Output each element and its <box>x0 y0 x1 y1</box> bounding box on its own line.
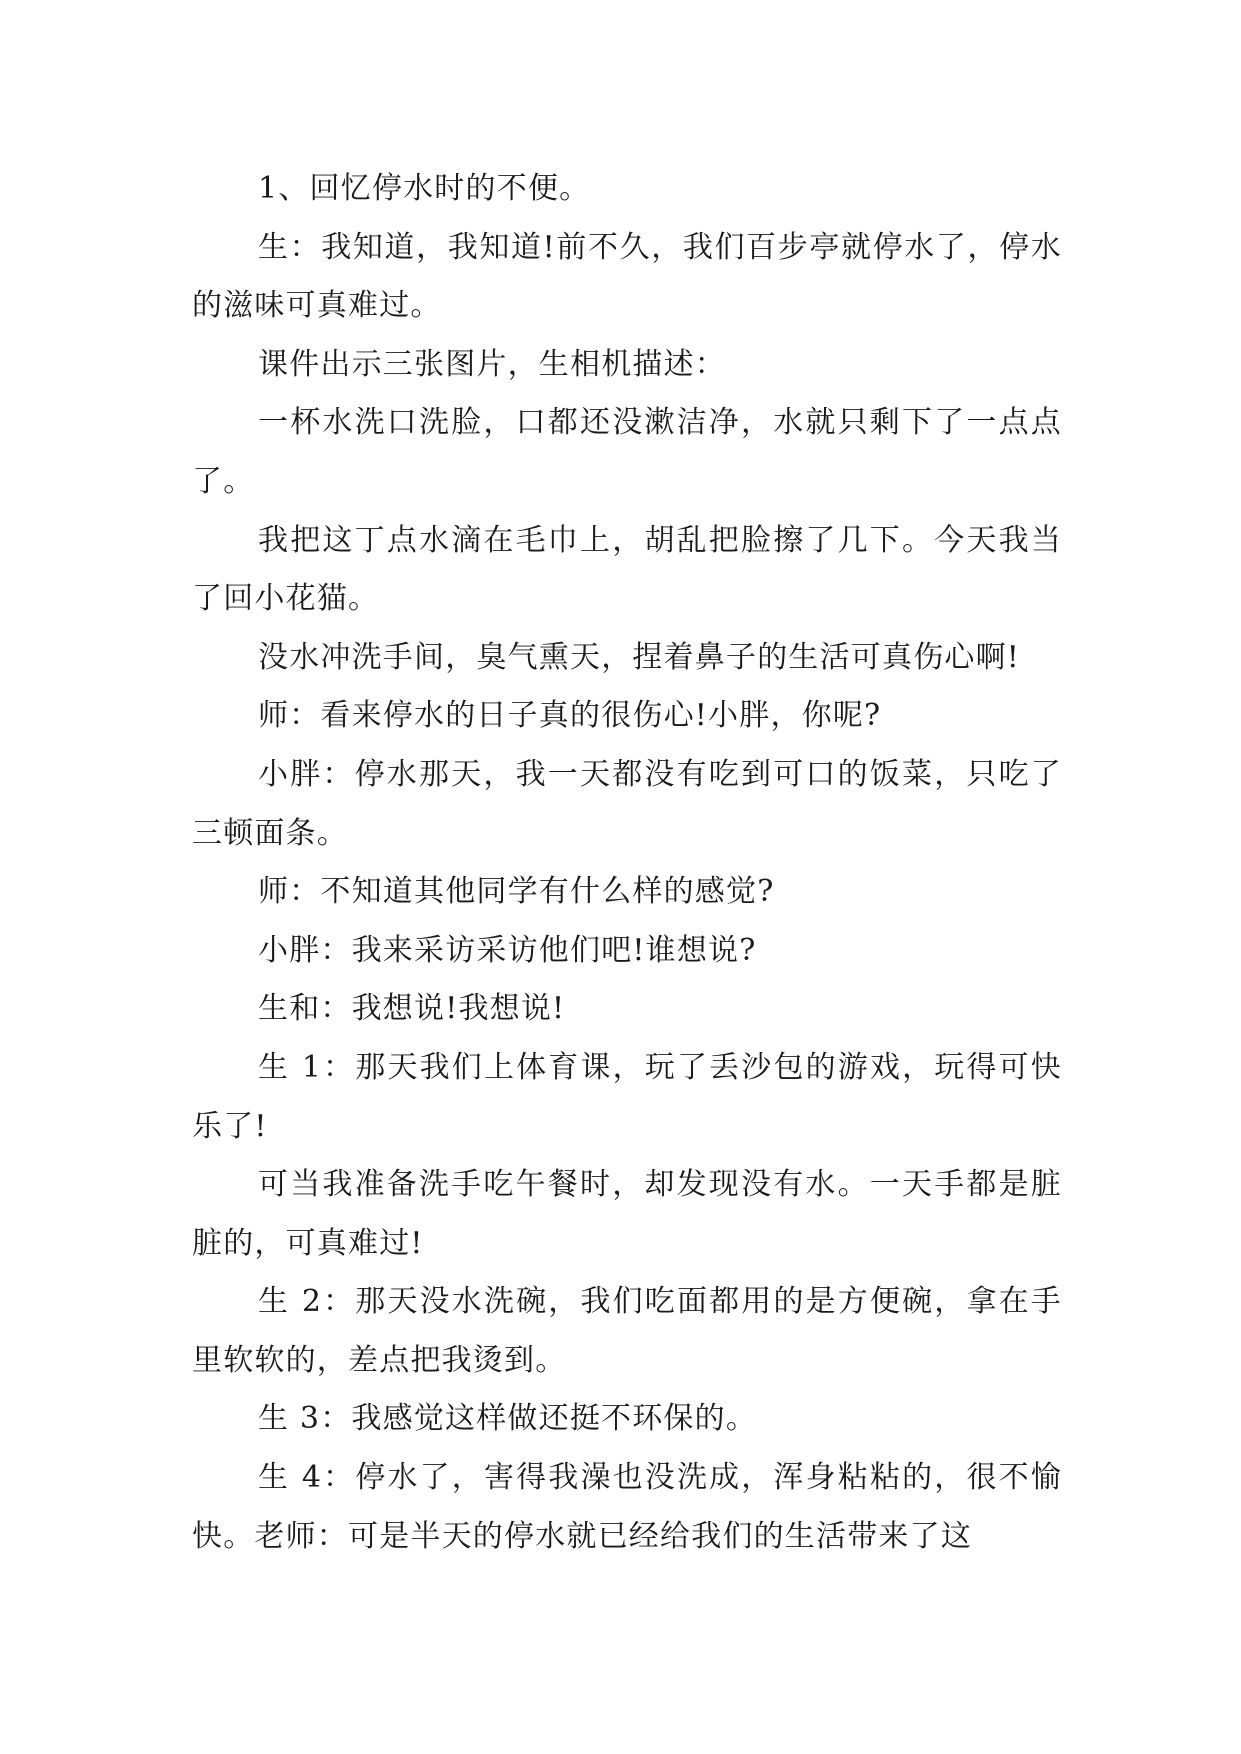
paragraph-students-chorus: 生和：我想说!我想说! <box>258 991 566 1027</box>
paragraph-picture-1: 一杯水洗口洗脸，口都还没漱洁净，水就只剩下了一点点了。 <box>192 405 1062 499</box>
document-body <box>192 160 1062 1566</box>
paragraph-picture-2: 我把这丁点水滴在毛巾上，胡乱把脸擦了几下。今天我当了回小花猫。 <box>192 522 1062 617</box>
paragraph-picture-3: 没水冲洗手间，臭气熏天，捏着鼻子的生活可真伤心啊! <box>258 639 1021 675</box>
paragraph-recall-heading: 1、回忆停水时的不便。 <box>258 171 591 206</box>
paragraph-teacher-1: 师：看来停水的日子真的很伤心!小胖，你呢? <box>258 698 882 734</box>
paragraph-student-intro: 生：我知道，我知道!前不久，我们百步亭就停水了，停水的滋味可真难过。 <box>192 229 1062 324</box>
paragraph-xiaopang-1: 小胖：停水那天，我一天都没有吃到可口的饭菜，只吃了三顿面条。 <box>192 756 1062 851</box>
paragraph-teacher-2: 师：不知道其他同学有什么样的感觉? <box>258 874 775 910</box>
paragraph-student-2: 生 2：那天没水洗碗，我们吃面都用的是方便碗，拿在手里软软的，差点把我烫到。 <box>192 1284 1062 1378</box>
paragraph-courseware: 课件出示三张图片，生相机描述： <box>258 346 726 382</box>
paragraph-student-4: 生 4：停水了，害得我澡也没洗成，浑身粘粘的，很不愉快。老师：可是半天的停水就已经给我们的生活带来了这 <box>192 1460 1062 1554</box>
paragraph-student-3: 生 3：我感觉这样做还挺不环保的。 <box>258 1401 758 1437</box>
paragraph-student-1-cont: 可当我准备洗手吃午餐时，却发现没有水。一天手都是脏脏的，可真难过! <box>192 1167 1062 1261</box>
paragraph-xiaopang-2: 小胖：我来采访采访他们吧!谁想说? <box>258 932 757 968</box>
paragraph-student-1: 生 1：那天我们上体育课，玩了丢沙包的游戏，玩得可快乐了! <box>192 1049 1062 1144</box>
